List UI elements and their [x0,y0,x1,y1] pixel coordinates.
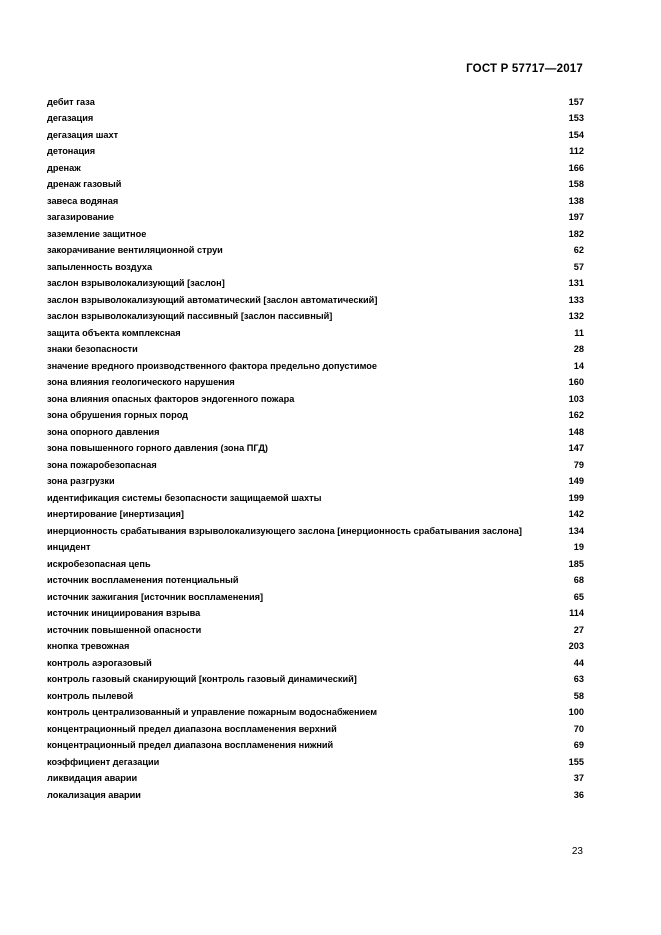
index-term-number: 70 [573,723,584,734]
index-term: закорачивание вентиляционной струи [47,245,223,256]
index-entry [47,243,584,260]
index-term: кнопка тревожная [47,641,130,652]
index-term: инертирование [инертизация] [47,509,184,520]
index-term-number: 157 [568,96,584,107]
index-term-number: 185 [568,558,584,569]
index-term: заслон взрыволокализующий автоматический [заслон автоматический] [47,294,378,305]
index-term: зона обрушения горных пород [47,410,189,421]
index-term: контроль пылевой [47,690,134,701]
index-term-number: 57 [573,261,584,272]
index-term-number: 199 [568,492,584,503]
index-term: дренаж [47,162,81,173]
index-term: заслон взрыволокализующий пассивный [заслон пассивный] [47,311,333,322]
index-entry [47,292,584,309]
index-entry [47,160,584,177]
index-term: заслон взрыволокализующий [заслон] [47,278,225,289]
index-term-number: 36 [573,789,584,800]
index-term: инцидент [47,542,91,553]
index-entry [47,226,584,243]
index-term: значение вредного производственного фактора предельно допустимое [47,360,378,371]
index-term: дренаж газовый [47,179,122,190]
standard-designation: ГОСТ Р 57717—2017 [466,63,583,75]
index-entry [47,589,584,606]
index-entry [47,573,584,590]
index-term: завеса водяная [47,195,119,206]
index-term: контроль газовый сканирующий [контроль газовый динамический] [47,674,357,685]
index-term-number: 58 [573,690,584,701]
index-term-number: 138 [568,195,584,206]
index-entry [47,177,584,194]
index-term: дегазация [47,113,94,124]
index-term: коэффициент дегазации [47,756,160,767]
index-term: зона влияния геологического нарушения [47,377,235,388]
index-entry [47,391,584,408]
index-term-number: 133 [568,294,584,305]
index-entry [47,705,584,722]
index-entry [47,375,584,392]
index-entry [47,540,584,557]
index-entry [47,474,584,491]
index-term: концентрационный предел диапазона воспламенения нижний [47,740,334,751]
index-entry [47,688,584,705]
index-term-number: 114 [569,608,584,619]
index-term-number: 19 [573,542,584,553]
index-term-number: 65 [573,591,584,602]
index-entry [47,523,584,540]
index-entry [47,94,584,111]
index-term-number: 142 [568,509,584,520]
index-term-number: 14 [573,360,584,371]
document-header [466,63,583,75]
index-term: концентрационный предел диапазона воспламенения верхний [47,723,337,734]
index-term-number: 69 [573,740,584,751]
index-entry [47,672,584,689]
index-entry [47,342,584,359]
index-term: источник инициирования взрыва [47,608,201,619]
index-term: защита объекта комплексная [47,327,181,338]
index-entry [47,309,584,326]
index-term-number: 28 [573,344,584,355]
index-term: источник зажигания [источник воспламенения] [47,591,264,602]
index-term-number: 166 [568,162,584,173]
index-term: зона разгрузки [47,476,115,487]
index-term: контроль централизованный и управление пожарным водоснабжением [47,707,377,718]
index-entry [47,556,584,573]
index-entry [47,408,584,425]
index-term-number: 182 [568,228,584,239]
index-term: ликвидация аварии [47,773,138,784]
index-term-number: 158 [568,179,584,190]
index-term-number: 63 [573,674,584,685]
index-entry [47,639,584,656]
index-term-number: 134 [568,525,584,536]
index-term: идентификация системы безопасности защищаемой шахты [47,492,322,503]
index-term-number: 162 [568,410,584,421]
index-term: зона опорного давления [47,426,160,437]
index-term: локализация аварии [47,789,141,800]
index-term-number: 62 [573,245,584,256]
index-term: загазирование [47,212,114,223]
index-term: дебит газа [47,96,95,107]
index-term-number: 147 [568,443,584,454]
index-entry [47,721,584,738]
index-term-number: 27 [573,624,584,635]
index-term-number: 37 [573,773,584,784]
index-term: инерционность срабатывания взрыволокализующего заслона [инерционность срабатывания заслона] [47,525,522,536]
index-term: искробезопасная цепь [47,558,151,569]
index-entry [47,358,584,375]
index-term-number: 197 [568,212,584,223]
index-entry [47,457,584,474]
index-entry [47,276,584,293]
index-term-number: 11 [574,327,584,338]
index-term-number: 153 [568,113,584,124]
index-term-number: 132 [568,311,584,322]
index-entry [47,787,584,804]
index-term-number: 68 [573,575,584,586]
index-entry [47,259,584,276]
index-term-number: 203 [568,641,584,652]
index-entry [47,193,584,210]
index-term: заземление защитное [47,228,147,239]
index-entry [47,490,584,507]
index-entry [47,127,584,144]
index-term: знаки безопасности [47,344,138,355]
index-term-number: 44 [573,657,584,668]
index-term: запыленность воздуха [47,261,153,272]
index-entry [47,754,584,771]
index-term: зона влияния опасных факторов эндогенного пожара [47,393,295,404]
index-term: зона пожаробезопасная [47,459,157,470]
index-term-number: 154 [568,129,584,140]
index-entry [47,655,584,672]
index-term-number: 100 [568,707,584,718]
index-term-number: 155 [568,756,584,767]
index-term-number: 103 [568,393,584,404]
index-entry [47,210,584,227]
page-number: 23 [571,846,583,857]
index-term: источник воспламенения потенциальный [47,575,239,586]
index-term: источник повышенной опасности [47,624,202,635]
index-entry [47,441,584,458]
alphabetical-index [47,94,584,804]
index-term-number: 148 [568,426,584,437]
index-entry [47,771,584,788]
index-term-number: 149 [568,476,584,487]
index-term-number: 131 [568,278,584,289]
index-entry [47,144,584,161]
index-term: детонация [47,146,96,157]
index-entry [47,507,584,524]
index-term: контроль аэрогазовый [47,657,152,668]
index-term-number: 112 [569,146,584,157]
index-entry [47,325,584,342]
index-entry [47,622,584,639]
index-term: дегазация шахт [47,129,119,140]
index-term: зона повышенного горного давления (зона ПГД) [47,443,268,454]
index-entry [47,606,584,623]
index-entry [47,424,584,441]
index-term-number: 160 [568,377,584,388]
index-entry [47,738,584,755]
index-term-number: 79 [573,459,584,470]
index-entry [47,111,584,128]
